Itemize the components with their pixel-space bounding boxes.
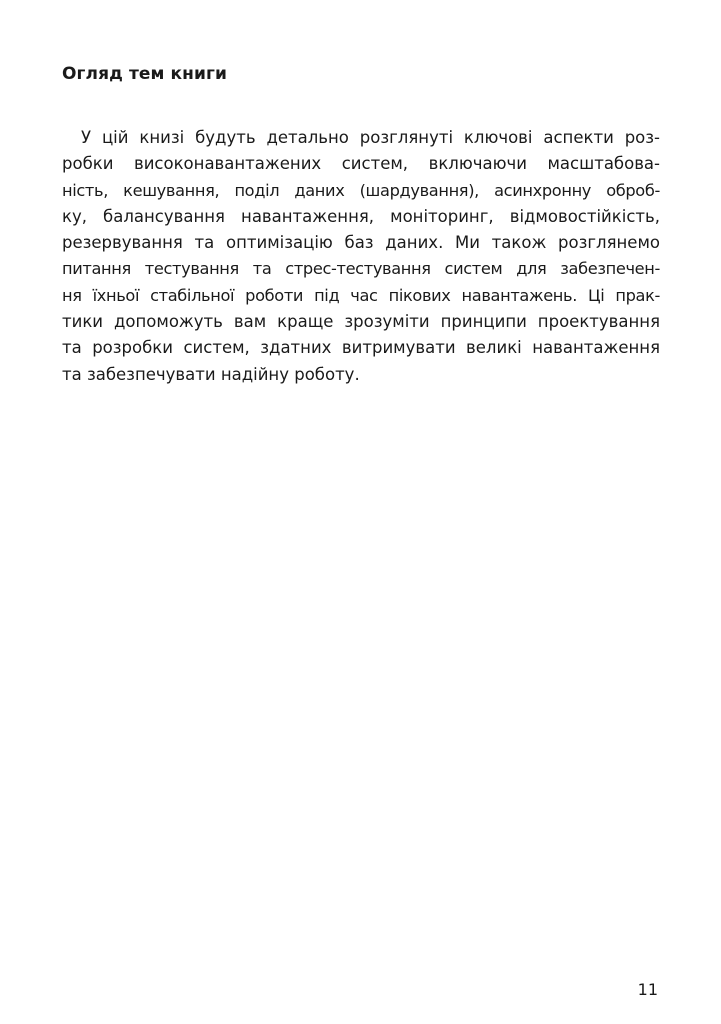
page-number: 11 [637, 980, 658, 999]
paragraph-line: У цій книзі будуть детально розглянуті ключові аспекти роз- [81, 128, 660, 147]
paragraph-line: та розробки систем, здатних витримувати великі навантаження [62, 338, 660, 358]
paragraph-line: ня їхньої стабільної роботи під час пікових навантажень. Ці прак- [62, 285, 660, 305]
paragraph-line: ку, балансування навантаження, моніторинг, відмовостійкість, [62, 206, 660, 226]
paragraph-line: питання тестування та стрес-тестування систем для забезпечен- [62, 259, 660, 279]
paragraph-line: тики допоможуть вам краще зрозуміти принципи проектування [62, 312, 660, 332]
paragraph-line: ність, кешування, поділ даних (шардування), асинхронну оброб- [62, 180, 660, 200]
paragraph-line: робки високонавантажених систем, включаючи масштабова- [62, 154, 660, 174]
paragraph-line: резервування та оптимізацію баз даних. Ми також розглянемо [62, 233, 660, 253]
section-heading: Огляд тем книги [62, 64, 228, 84]
paragraph-line: та забезпечувати надійну роботу. [62, 364, 360, 384]
body-paragraph [62, 125, 660, 388]
